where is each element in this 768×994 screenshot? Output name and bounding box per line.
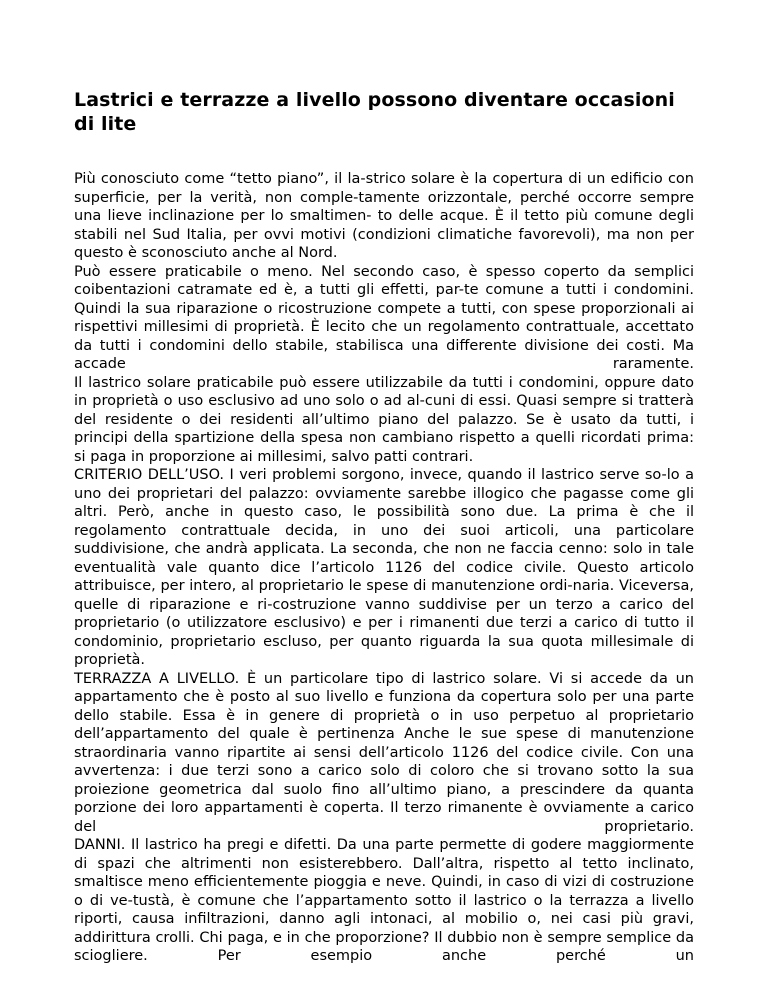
- paragraph-criterio-uso: CRITERIO DELL’USO. I veri problemi sorgono, invece, quando il lastrico serve so-lo a uno dei proprietari del palazzo: ovviamente sarebbe illogico che pagasse come gli altri. Però, anche in questo caso, le possibilità sono due. La prima è che il regolamento contrattuale decida, in uno dei suoi articoli, una particolare suddivisione, che andrà applicata. La seconda, che non ne faccia cenno: solo in tale eventualità vale quanto dice l’articolo 1126 del codice civile. Questo articolo attribuisce, per intero, al proprietario le spese di manutenzione ordi-naria. Viceversa, quelle di riparazione e ri-costruzione vanno suddivise per un terzo a carico del proprietario (o utilizzatore esclusivo) e per i rimanenti due terzi a carico di tutto il condominio, proprietario escluso, per quanto riguarda la sua quota millesimale di proprietà.: [74, 467, 694, 668]
- document-page: [74, 0, 694, 966]
- paragraph-terrazza-livello: TERRAZZA A LIVELLO. È un particolare tipo di lastrico solare. Vi si accede da un appartamento che è posto al suo livello e funziona da copertura solo per una parte dello stabile. Essa è in genere di proprietà o in uso perpetuo al proprietario dell’appartamento del quale è pertinenza Anche le sue spese di manutenzione straordinaria vanno ripartite ai sensi dell’articolo 1126 del codice civile. Con una avvertenza: i due terzi sono a carico solo di coloro che si trovano sotto la sua proiezione geometrica dal suolo fino all’ultimo piano, a prescindere da quanta porzione dei loro appartamenti è coperta. Il terzo rimanente è ovviamente a carico del proprietario.: [74, 670, 694, 835]
- paragraph-praticabile: Il lastrico solare praticabile può essere utilizzabile da tutti i condomini, oppure dato in proprietà o uso esclusivo ad uno solo o ad al-cuni di essi. Quasi sempre si tratterà del residente o dei residenti all’ultimo piano del palazzo. Se è usato da tutti, i principi della spartizione della spesa non cambiano rispetto a quelli ricordati prima: si paga in proporzione ai millesimi, salvo patti contrari.: [74, 374, 694, 465]
- paragraph-non-praticabile: Può essere praticabile o meno. Nel secondo caso, è spesso coperto da semplici coibentazioni catramate ed è, a tutti gli effetti, par-te comune a tutti i condomini. Quindi la sua riparazione o ricostruzione compete a tutti, con spese proporzionali ai rispettivi millesimi di proprietà. È lecito che un regolamento contrattuale, accettato da tutti i condomini dello stabile, stabilisca una differente divisione dei costi. Ma accade raramente.: [74, 263, 694, 372]
- document-title: Lastrici e terrazze a livello possono diventare occasioni di lite: [74, 89, 675, 135]
- paragraph-danni: DANNI. Il lastrico ha pregi e difetti. Da una parte permette di godere maggiormente di spazi che altrimenti non esisterebbero. Dall’altra, rispetto al tetto inclinato, smaltisce meno efficientemente pioggia e neve. Quindi, in caso di vizi di costruzione o di ve-tustà, è comune che l’appartamento sotto il lastrico o la terrazza a livello riporti, causa infiltrazioni, danno agli intonaci, al mobilio o, nei casi più gravi, addirittura crolli. Chi paga, e in che proporzione? Il dubbio non è sempre semplice da sciogliere. Per esempio anche perché un: [74, 837, 694, 964]
- document-body: [74, 170, 694, 966]
- paragraph-intro: Più conosciuto come “tetto piano”, il la-strico solare è la copertura di un edificio con superficie, per la verità, non comple-tamente orizzontale, perché occorre sempre una lieve inclinazione per lo smaltimen- to delle acque. È il tetto più comune degli stabili nel Sud Italia, per ovvi motivi (condizioni climatiche favorevoli), ma non per questo è sconosciuto anche al Nord.: [74, 171, 694, 261]
